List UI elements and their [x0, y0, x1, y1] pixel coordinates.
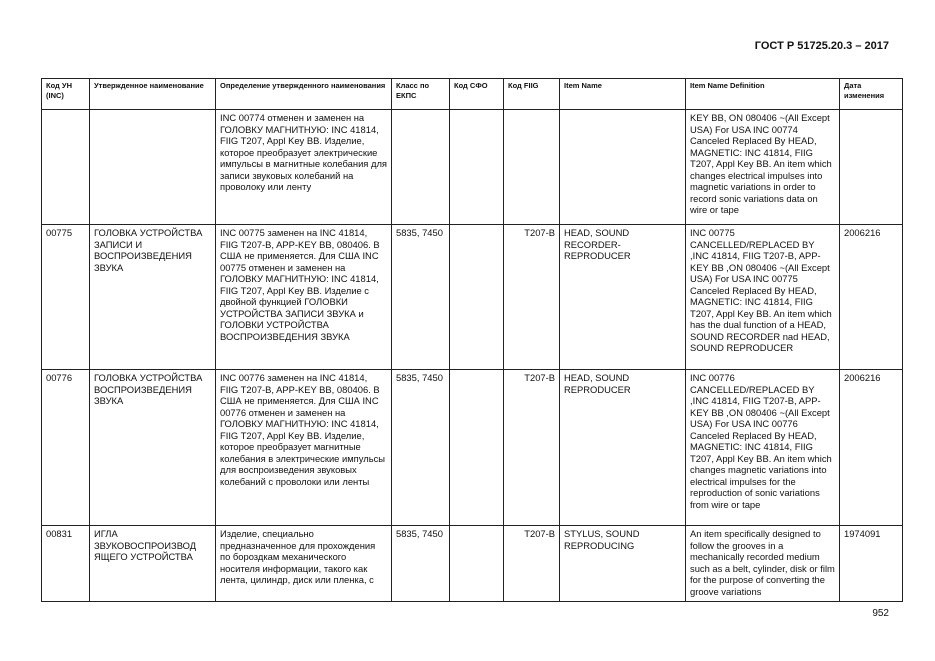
col-header-definition-en: Item Name Definition	[686, 79, 840, 110]
cell-date: 1974091	[840, 526, 903, 602]
table-row	[42, 110, 903, 225]
col-header-item-name: Item Name	[560, 79, 686, 110]
cell-inc: 00775	[42, 225, 90, 370]
cell-item-name: STYLUS, SOUND REPRODUCING	[560, 526, 686, 602]
cell-definition-ru: INC 00774 отменен и заменен на ГОЛОВКУ МАГНИТНУЮ: INC 41814, FIIG T207, Appl Key BB. Изделие, которое преобразует электрические импульсы в магнитные колебания для записи звуковых колебаний на проволоку или ленту	[216, 110, 392, 225]
cell-name-ru: ГОЛОВКА УСТРОЙСТВА ВОСПРОИЗВЕДЕНИЯ ЗВУКА	[90, 370, 216, 526]
col-header-name-ru: Утвержденное наименование	[90, 79, 216, 110]
cell-sfo	[450, 225, 504, 370]
cell-inc: 00831	[42, 526, 90, 602]
cell-ekps	[392, 110, 450, 225]
cell-date: 2006216	[840, 225, 903, 370]
cell-definition-ru: Изделие, специально предназначенное для прохождения по бороздкам механического носителя информации, такого как лента, цилиндр, диск или пленка, с	[216, 526, 392, 602]
cell-name-ru: ИГЛА ЗВУКОВОСПРОИЗВОД ЯЩЕГО УСТРОЙСТВА	[90, 526, 216, 602]
cell-sfo	[450, 526, 504, 602]
cell-definition-en: KEY BB, ON 080406 ~(All Except USA) For USA INC 00774 Canceled Replaced By HEAD, MAGNETIC: INC 41814, FIIG T207, Appl Key BB. An item which changes electrical impulses into magnetic variations in order to record sonic variations data on wire or tape	[686, 110, 840, 225]
cell-item-name: HEAD, SOUND REPRODUCER	[560, 370, 686, 526]
cell-definition-ru: INC 00775 заменен на INC 41814, FIIG T207-B, APP-KEY BB, 080406. В США не применяется. Для США INC 00775 отменен и заменен на ГОЛОВКУ МАГНИТНУЮ: INC 41814, FIIG T207, Appl Key BB. Изделие с двойной функцией ГОЛОВКИ УСТРОЙСТВА ЗАПИСИ ЗВУКА и ГОЛОВКИ УСТРОЙСТВА ВОСПРОИЗВЕДЕНИЯ ЗВУКА	[216, 225, 392, 370]
cell-sfo	[450, 370, 504, 526]
cell-definition-en: An item specifically designed to follow the grooves in a mechanically recorded medium such as a belt, cylinder, disk or film for the purpose of converting the groove variations	[686, 526, 840, 602]
cell-fiig: T207-B	[504, 225, 560, 370]
classification-table	[41, 78, 903, 602]
table-row	[42, 526, 903, 602]
document-id: ГОСТ Р 51725.20.3 – 2017	[754, 40, 889, 52]
col-header-date: Дата изменения	[840, 79, 903, 110]
cell-item-name: HEAD, SOUND RECORDER-REPRODUCER	[560, 225, 686, 370]
cell-definition-en: INC 00775 CANCELLED/REPLACED BY ,INC 41814, FIIG T207-B, APP-KEY BB ,ON 080406 ~(All Except USA) For USA INC 00775 Canceled Replaced By HEAD, MAGNETIC: INC 41814, FIIG T207, Appl Key BB. An item which has the dual function of a HEAD, SOUND RECORDER nad HEAD, SOUND REPRODUCER	[686, 225, 840, 370]
cell-definition-ru: INC 00776 заменен на INC 41814, FIIG T207-B, APP-KEY BB, 080406. В США не применяется. Для США INC 00776 отменен и заменен на ГОЛОВКУ МАГНИТНУЮ: INC 41814, FIIG T207, Appl Key BB. Изделие, которое преобразует магнитные колебания в электрические импульсы для воспроизведения звуковых колебаний с проволоки или ленты	[216, 370, 392, 526]
col-header-sfo: Код СФО	[450, 79, 504, 110]
cell-item-name	[560, 110, 686, 225]
page-number: 952	[872, 608, 889, 619]
cell-date: 2006216	[840, 370, 903, 526]
table-row	[42, 225, 903, 370]
cell-fiig	[504, 110, 560, 225]
cell-inc: 00776	[42, 370, 90, 526]
col-header-definition-ru: Определение утвержденного наименования	[216, 79, 392, 110]
col-header-inc: Код УН (INC)	[42, 79, 90, 110]
cell-ekps: 5835, 7450	[392, 526, 450, 602]
table-row	[42, 370, 903, 526]
cell-inc	[42, 110, 90, 225]
col-header-ekps: Класс по ЕКПС	[392, 79, 450, 110]
cell-fiig: T207-B	[504, 526, 560, 602]
cell-ekps: 5835, 7450	[392, 370, 450, 526]
cell-ekps: 5835, 7450	[392, 225, 450, 370]
table-header-row	[42, 79, 903, 110]
cell-name-ru: ГОЛОВКА УСТРОЙСТВА ЗАПИСИ И ВОСПРОИЗВЕДЕНИЯ ЗВУКА	[90, 225, 216, 370]
cell-name-ru	[90, 110, 216, 225]
cell-definition-en: INC 00776 CANCELLED/REPLACED BY ,INC 41814, FIIG T207-B, APP-KEY BB ,ON 080406 ~(All Except USA) For USA INC 00776 Canceled Replaced By HEAD, MAGNETIC: INC 41814, FIIG T207, Appl Key BB. An item which changes magnetic variations into electrical impulses for the reproduction of sonic variations from wire or tape	[686, 370, 840, 526]
cell-date	[840, 110, 903, 225]
cell-sfo	[450, 110, 504, 225]
cell-fiig: T207-B	[504, 370, 560, 526]
col-header-fiig: Код FIIG	[504, 79, 560, 110]
